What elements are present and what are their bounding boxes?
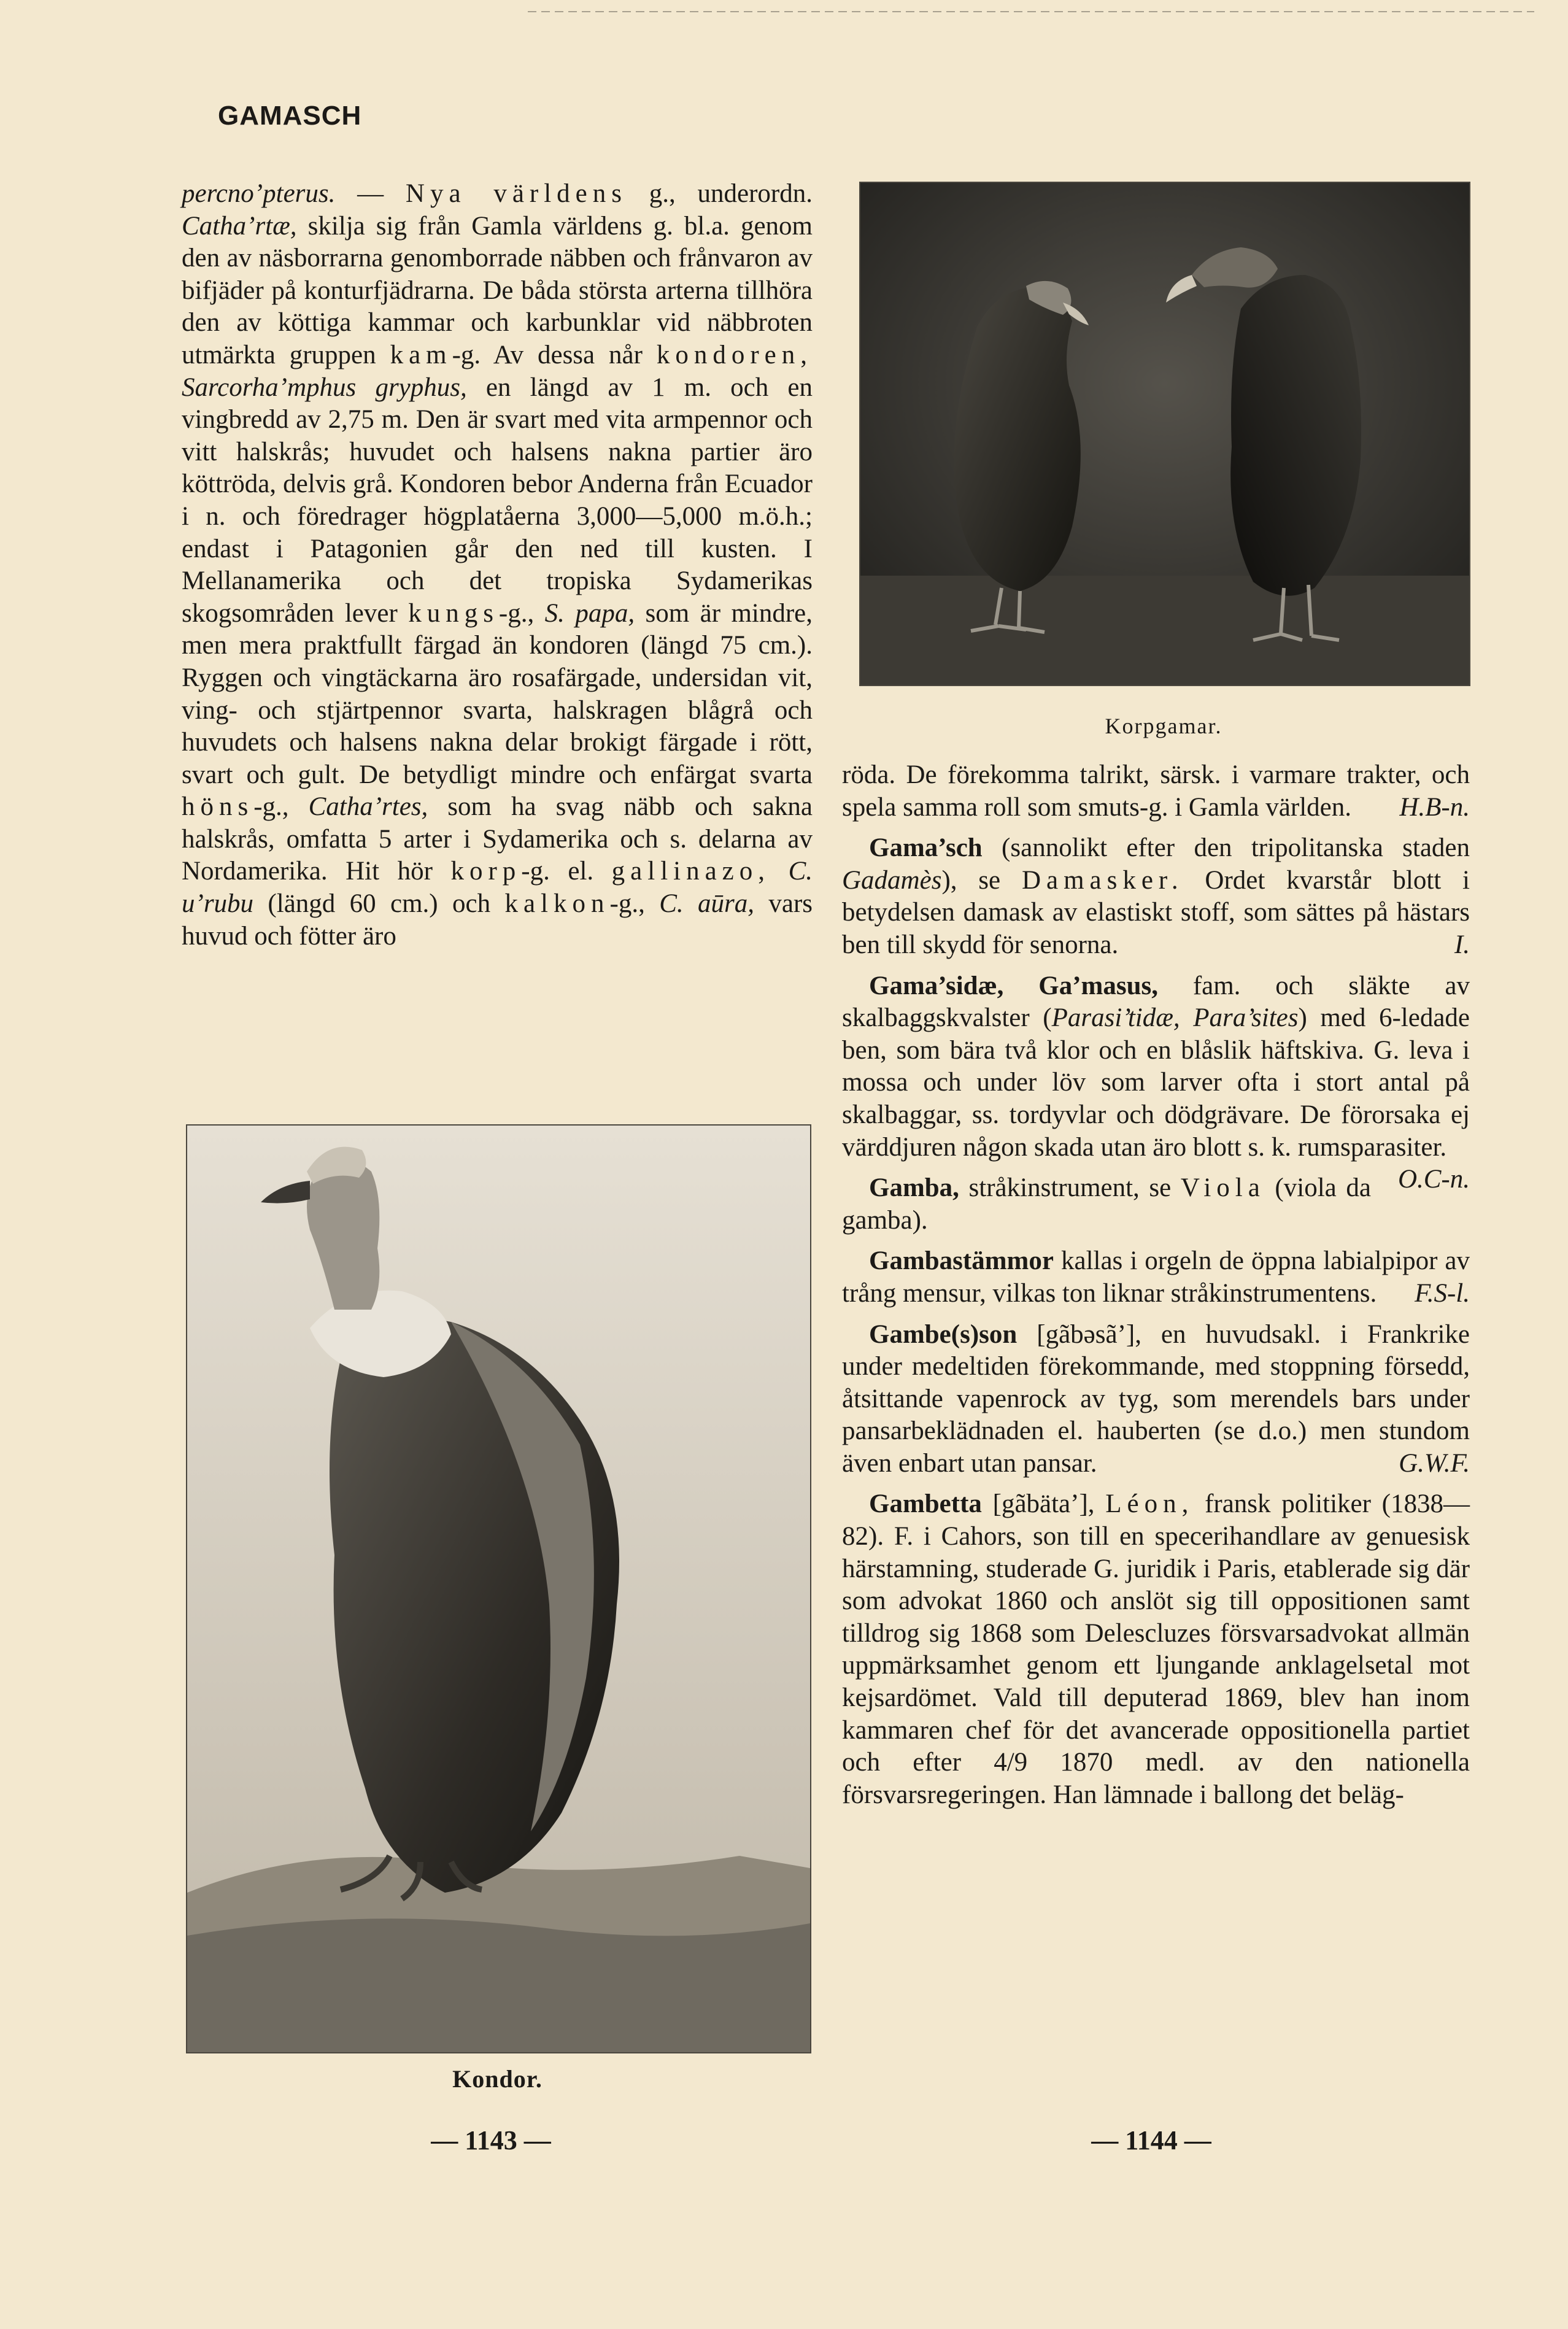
vultures-caption: Korpgamar. [1105, 714, 1222, 738]
page-number-right: — 1144 — [1091, 2125, 1211, 2155]
text-run: som är mindre, men mera praktfullt färgad än kondoren (längd 75 cm.). Ryggen och vingtäckarna äro rosafärgade, undersidan vit, ving- och stjärtpennor svarta, halskragen blågrå och huvudets och halsens nakna delar brokigt färgade i rött, svart och gult. De betydligt mindre och enfärgat svarta [182, 598, 813, 789]
italic-term: C. aūra, [659, 889, 754, 919]
encyclopedia-entry [842, 1319, 1470, 1480]
italic-term: C. u’rubu [182, 857, 813, 919]
spaced-term: höns [182, 792, 254, 822]
encyclopedia-entry [842, 1245, 1470, 1310]
spaced-term: kungs [408, 598, 499, 628]
italic-term: S. papa, [544, 598, 635, 628]
text-run: -g. Av dessa når [452, 340, 657, 369]
italic-term: Sarcorha’mphus gryphus, [182, 373, 467, 402]
text-run: -g., [498, 598, 545, 628]
italic-term: Parasi’tidæ, Para’sites [1051, 1003, 1299, 1033]
text-run: en längd av 1 m. och en vingbredd av 2,75 m. Den är svart med vita armpennor och vitt halskrås; huvudet och halsens nakna partier äro köttröda, delvis grå. Kondoren bebor Anderna från Ecuador i n. och föredrager högplatåerna 3,000—5,000 m.ö.h.; endast i Patagonien går den ned till kusten. I Mellanamerika och det tropiska Sydamerikas skogsområden lever [182, 373, 813, 628]
headword: Gamba, [869, 1173, 959, 1203]
text-run: vars huvud och fötter äro [182, 889, 813, 951]
text-run: -g., [609, 889, 660, 919]
condor-photo [186, 1124, 811, 2053]
continuation-signature: H.B-n. [1399, 792, 1470, 822]
page-number-left: — 1143 — [431, 2125, 551, 2155]
author-signature: O.C-n. [1397, 1165, 1470, 1194]
right-column [842, 759, 1470, 1811]
text-run: [gãbäta’], [981, 1489, 1106, 1519]
text-run: -g., [253, 792, 309, 822]
italic-term: percno’pterus. [182, 179, 336, 208]
continuation-text: röda. De förekomma talrikt, särsk. i varmare trakter, och spela samma roll som smuts-g. i Gamla världen. [842, 760, 1470, 822]
vultures-illustration [860, 183, 1469, 685]
headword: Gama’sidæ, Ga’masus, [869, 971, 1158, 1000]
text-run: -g. el. [521, 857, 612, 886]
text-run: — [335, 179, 406, 208]
text-run: Ordet kvarstår blott i betydelsen damask av elastiskt stoff, som sättes på hästars ben till skydd för senorna. [842, 865, 1470, 959]
text-run: stråkinstrument, se [959, 1173, 1181, 1203]
text-run: ), se [941, 865, 1022, 895]
spaced-term: Nya världens [405, 179, 627, 208]
spaced-term: korp [450, 857, 522, 886]
text-run: (längd 60 cm.) och [253, 889, 505, 919]
vultures-photo [859, 182, 1470, 686]
text-run: ) med 6-ledade ben, som bära två klor och en blåslik häftskiva. G. leva i mossa och under löv som larver ofta i stort antal på skalbaggar, ss. tordyvlar och dödgrävare. De förorsaka ej värddjuren någon skada utan äro blott s. k. rumsparasiter. [842, 1003, 1470, 1162]
running-head: GAMASCH [218, 101, 362, 131]
text-run: som ha svag näbb och sakna halskrås, omfatta 5 arter i Sydamerika och s. delarna av Nordamerika. Hit hör [182, 792, 813, 886]
spaced-term: gallinazo, [611, 857, 771, 886]
spaced-term: Viola [1180, 1173, 1265, 1203]
text-run: [gãbəsã’], en huvudsakl. i Frankrike under medeltiden förekommande, med stoppning försedd, åtsittande vapenrock av tyg, som merendels bars under pansarbeklädnaden el. hauberten (se d.o.) men stundom även enbart utan pansar. [842, 1319, 1470, 1478]
encyclopedia-entry [842, 1488, 1470, 1811]
text-run: g., underordn. [627, 179, 813, 208]
text-run: (viola da gamba). [842, 1173, 1371, 1235]
italic-term: Catha’rtæ, [182, 211, 297, 241]
author-signature: I. [1454, 930, 1470, 959]
text-run: fransk politiker (1838—82). F. i Cahors, son till en specerihandlare av genuesisk härstamning, studerade G. juridik i Paris, etablerade sig där som advokat 1860 och anslöt sig till oppositionen samt tilldrog sig 1868 som Delescluzes försvarsadvokat allmän uppmärksamhet genom ett ljungande anklagelsetal mot kejsardömet. Vald till deputerad 1869, blev han inom kammaren chef för det avancerade oppositionella partiet och efter 4/9 1870 medl. av den nationella försvarsregeringen. Han lämnade i ballong det beläg- [842, 1489, 1470, 1809]
spaced-term: kalkon [504, 889, 610, 919]
left-column-text [182, 178, 813, 952]
condor-illustration [187, 1126, 810, 2052]
text-run: kallas i orgeln de öppna labialpipor av trång mensur, vilkas ton liknar stråkinstrumentens. [842, 1246, 1470, 1308]
text-run: skilja sig från Gamla världens g. bl.a. genom den av näsborrarna genomborrade näbben och frånvaron av bifjäder på konturfjädrarna. De båda största arterna tillhöra den av köttiga kammar och karbunklar vid näbbroten utmärkta gruppen [182, 211, 813, 369]
headword: Gambastämmor [869, 1246, 1054, 1276]
italic-term: Gadamès [842, 865, 942, 895]
italic-term: Catha’rtes, [308, 792, 428, 822]
text-run [770, 857, 789, 886]
text-run: (sannolikt efter den tripolitanska staden [982, 833, 1470, 863]
headword: Gambetta [869, 1489, 982, 1519]
text-run: fam. och släkte av skalbaggskvalster ( [842, 971, 1470, 1033]
top-rule [528, 11, 1534, 12]
encyclopedia-entry [842, 832, 1470, 961]
spaced-term: kam [390, 340, 452, 369]
spaced-term: Damasker. [1021, 865, 1184, 895]
author-signature: G.W.F. [1399, 1448, 1470, 1478]
spaced-term: Léon, [1105, 1489, 1194, 1519]
condor-caption: Kondor. [452, 2065, 543, 2093]
entry-list [842, 832, 1470, 1811]
author-signature: F.S-l. [1415, 1278, 1470, 1308]
headword: Gama’sch [869, 833, 983, 863]
headword: Gambe(s)son [869, 1319, 1018, 1349]
continuation-paragraph [842, 759, 1470, 824]
spaced-term: kondoren, [656, 340, 813, 369]
left-column [182, 178, 813, 952]
